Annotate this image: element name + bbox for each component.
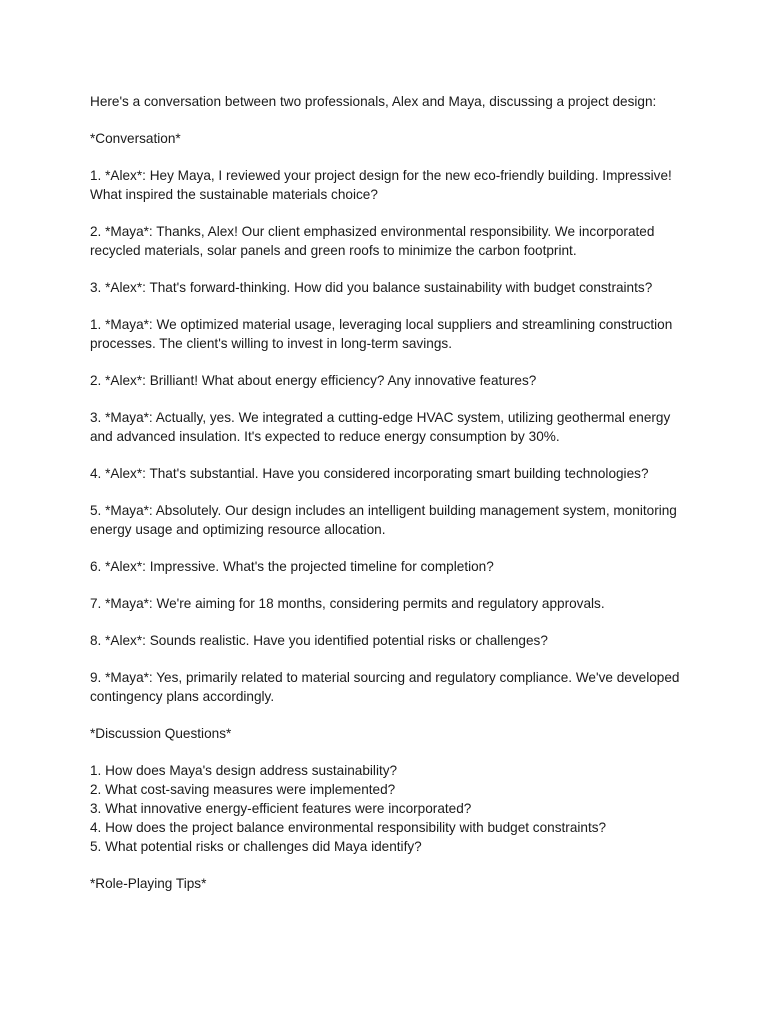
intro-text: Here's a conversation between two professionals, Alex and Maya, discussing a project design: [90,94,657,109]
question-item: 2. What cost-saving measures were implemented? [90,782,396,797]
conversation-line: 3. *Maya*: Actually, yes. We integrated a cutting-edge HVAC system, utilizing geothermal energy and advanced insulation. It's expected to reduce energy consumption by 30%. [90,410,671,444]
document-page [90,92,690,911]
question-item: 5. What potential risks or challenges did Maya identify? [90,839,422,854]
conversation-heading: *Conversation* [90,131,181,146]
conversation-line: 8. *Alex*: Sounds realistic. Have you identified potential risks or challenges? [90,633,548,648]
question-item: 1. How does Maya's design address sustainability? [90,763,398,778]
conversation-line: 1. *Alex*: Hey Maya, I reviewed your project design for the new eco-friendly building. Impressive! What inspired the sustainable materials choice? [90,168,672,202]
questions-heading: *Discussion Questions* [90,726,232,741]
conversation-line: 2. *Alex*: Brilliant! What about energy efficiency? Any innovative features? [90,373,537,388]
conversation-line: 2. *Maya*: Thanks, Alex! Our client emphasized environmental responsibility. We incorporated recycled materials, solar panels and green roofs to minimize the carbon footprint. [90,224,655,258]
conversation-line: 4. *Alex*: That's substantial. Have you considered incorporating smart building technologies? [90,466,649,481]
conversation-line: 5. *Maya*: Absolutely. Our design includes an intelligent building management system, monitoring energy usage and optimizing resource allocation. [90,503,677,537]
conversation-line: 6. *Alex*: Impressive. What's the projected timeline for completion? [90,559,494,574]
question-item: 3. What innovative energy-efficient features were incorporated? [90,801,472,816]
questions-list [90,761,690,856]
conversation-line: 9. *Maya*: Yes, primarily related to material sourcing and regulatory compliance. We've developed contingency plans accordingly. [90,670,680,704]
conversation-line: 1. *Maya*: We optimized material usage, leveraging local suppliers and streamlining construction processes. The client's willing to invest in long-term savings. [90,317,673,351]
conversation-line: 7. *Maya*: We're aiming for 18 months, considering permits and regulatory approvals. [90,596,605,611]
conversation-line: 3. *Alex*: That's forward-thinking. How did you balance sustainability with budget constraints? [90,280,653,295]
tips-heading: *Role-Playing Tips* [90,876,207,891]
question-item: 4. How does the project balance environmental responsibility with budget constraints? [90,820,607,835]
